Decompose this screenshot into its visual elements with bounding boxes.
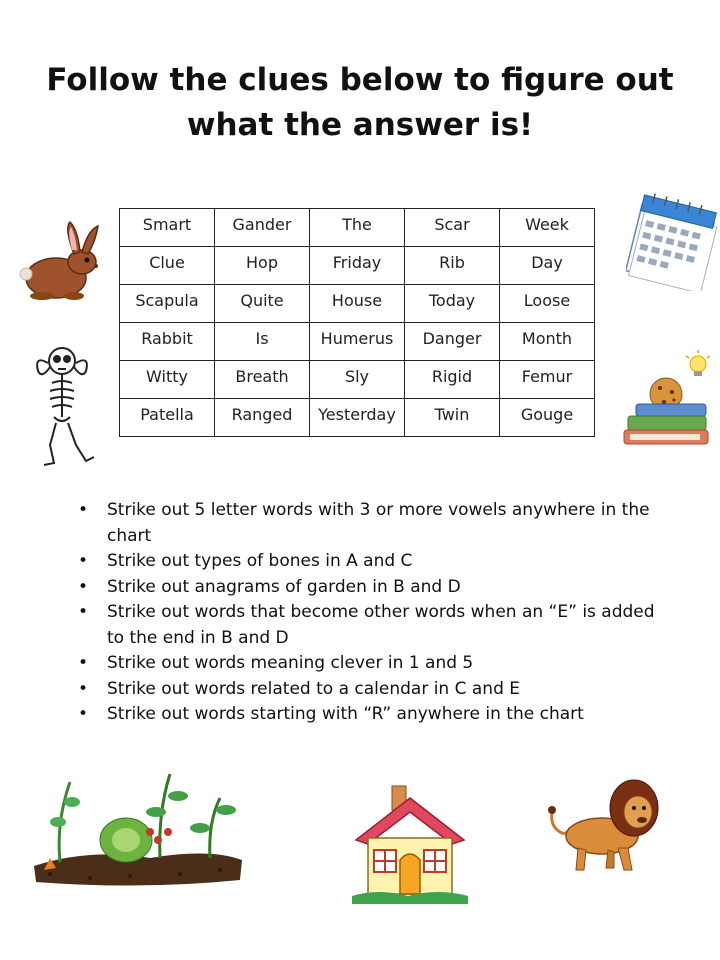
grid-cell: Rigid: [405, 361, 500, 399]
clue-text: Strike out words that become other words when an “E” is added to the end in B and D: [107, 602, 655, 648]
grid-cell: Week: [500, 209, 595, 247]
rabbit-illustration: [12, 218, 104, 310]
grid-cell: Is: [215, 323, 310, 361]
list-item: [78, 677, 668, 703]
bullet-icon: •: [78, 704, 89, 724]
list-item: [78, 651, 668, 677]
grid-row: [120, 399, 595, 437]
bullet-icon: •: [78, 500, 89, 520]
list-item: [78, 600, 668, 651]
grid-cell: Femur: [500, 361, 595, 399]
grid-cell: Yesterday: [310, 399, 405, 437]
bullet-icon: •: [78, 551, 89, 571]
grid-cell: Ranged: [215, 399, 310, 437]
grid-cell: Scapula: [120, 285, 215, 323]
word-grid: [119, 208, 595, 437]
title-line-1: Follow the clues below to figure out: [46, 62, 674, 98]
grid-cell: Danger: [405, 323, 500, 361]
list-item: [78, 498, 668, 549]
list-item: [78, 549, 668, 575]
list-item: [78, 702, 668, 728]
list-item: [78, 575, 668, 601]
grid-cell: Today: [405, 285, 500, 323]
books-illustration: [620, 350, 716, 454]
clue-list: [78, 498, 668, 728]
grid-cell: Quite: [215, 285, 310, 323]
grid-cell: Patella: [120, 399, 215, 437]
clue-text: Strike out words related to a calendar in C and E: [107, 678, 521, 699]
bullet-icon: •: [78, 678, 89, 699]
grid-cell: Breath: [215, 361, 310, 399]
grid-cell: Gander: [215, 209, 310, 247]
calendar-illustration: [626, 193, 718, 291]
grid-cell: Humerus: [310, 323, 405, 361]
house-illustration: [348, 784, 472, 908]
garden-illustration: [30, 762, 246, 890]
grid-cell: Witty: [120, 361, 215, 399]
grid-cell: Gouge: [500, 399, 595, 437]
bullet-icon: •: [78, 653, 89, 673]
grid-cell: The: [310, 209, 405, 247]
grid-row: [120, 209, 595, 247]
grid-row: [120, 285, 595, 323]
clue-text: Strike out types of bones in A and C: [107, 551, 413, 571]
grid-cell: Rabbit: [120, 323, 215, 361]
clue-text: Strike out words starting with “R” anywhere in the chart: [107, 704, 584, 724]
grid-cell: Friday: [310, 247, 405, 285]
grid-cell: House: [310, 285, 405, 323]
title-line-2: what the answer is!: [186, 107, 534, 143]
bullet-icon: •: [78, 576, 89, 597]
grid-cell: Rib: [405, 247, 500, 285]
grid-cell: Clue: [120, 247, 215, 285]
grid-cell: Sly: [310, 361, 405, 399]
grid-cell: Scar: [405, 209, 500, 247]
bullet-icon: •: [78, 602, 89, 622]
grid-cell: Month: [500, 323, 595, 361]
clue-text: Strike out 5 letter words with 3 or more vowels anywhere in the chart: [107, 500, 650, 546]
grid-cell: Smart: [120, 209, 215, 247]
grid-cell: Day: [500, 247, 595, 285]
page-title: [40, 58, 680, 148]
lion-illustration: [548, 772, 668, 878]
grid-row: [120, 247, 595, 285]
skeleton-illustration: [28, 345, 100, 470]
clue-text: Strike out words meaning clever in 1 and 5: [107, 653, 474, 673]
grid-row: [120, 361, 595, 399]
grid-cell: Loose: [500, 285, 595, 323]
clue-text: Strike out anagrams of garden in B and D: [107, 576, 461, 597]
grid-row: [120, 323, 595, 361]
grid-cell: Hop: [215, 247, 310, 285]
grid-cell: Twin: [405, 399, 500, 437]
